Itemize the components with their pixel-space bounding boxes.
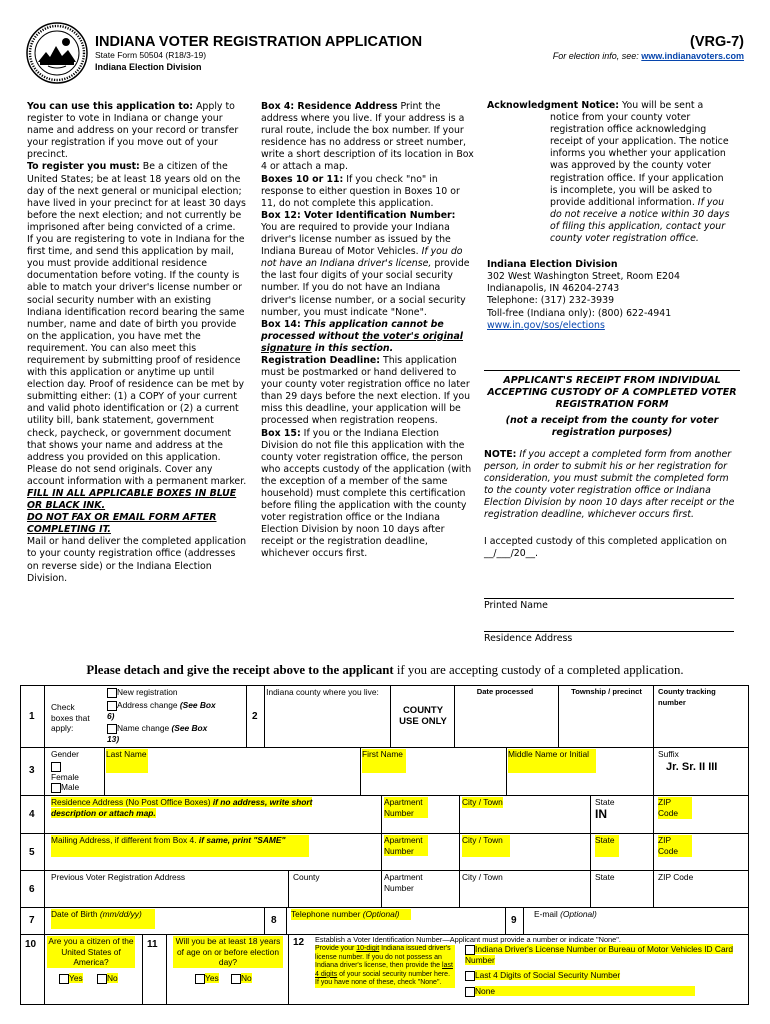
state-seal-logo [26,22,88,84]
election-info-prefix: For election info, see: [552,51,639,61]
first-name-field[interactable] [361,748,507,796]
apt-label-6: Apartment Number [384,872,423,893]
box-9-number-cell [506,908,524,935]
receipt-title: APPLICANT'S RECEIPT FROM INDIVIDUAL ACCEPTING CUSTODY OF A COMPLETED VOTER REGISTRATION FORM [487,375,737,410]
gender-label: Gender [51,749,79,759]
ied-tollfree: Toll-free (Indiana only): (800) 622-4941 [487,307,672,319]
male-checkbox[interactable] [51,783,61,793]
box4-text: Print the address where you live. If your address is a rural route, include the box number. If your residence has no address or street number, write a short description of its location in Box 4 or attach a map. [261,101,474,173]
vid-text-3: of your social security number here. If you have none of these, check "None". [315,970,451,987]
deadline-text: This application must be postmarked or hand delivered to your county voter registration office no later than 29 days before the next election. If you miss this deadline, your application will be processed when registration reopens. [261,354,471,427]
box15-text: If you or the Indiana Election Division do not file this application with the county voter registration office, the person who accepts custody of the application (with the exception of a member of the same household) must complete this certification before filing the application with the county voter registration office or the Indiana Election Division by noon 10 days after receipt or the registration deadline, whichever occurs first. [261,427,472,560]
county-tracking-label: County tracking number [658,687,716,707]
address-change-label: Address change [117,700,178,710]
box-5-number-cell [21,834,45,871]
previous-county-label: County [293,872,320,882]
ssn-option[interactable] [465,970,750,981]
box-10-number-cell [21,935,45,1004]
male-label: Male [61,782,80,792]
box-3-number: 3 [29,765,35,776]
fill-ink-notice: FILL IN ALL APPLICABLE BOXES IN BLUE OR BLACK INK. [27,488,237,512]
zip-label-6: ZIP Code [658,872,694,882]
none-checkbox[interactable] [465,987,475,997]
box14-heading: Box 14: [261,318,301,330]
box-1-check-cell [45,686,247,748]
new-registration-checkbox[interactable] [107,688,117,698]
email-text: E-mail [534,909,558,919]
age-question: Will you be at least 18 years of age on or before election day? [173,936,283,968]
zip-field-6[interactable] [654,871,748,908]
none-option[interactable] [465,986,750,997]
box15-heading: Box 15: [261,427,301,439]
citizen-no-label: No [107,973,118,983]
age-yes-option[interactable] [195,973,219,984]
middle-name-field[interactable] [507,748,654,796]
vid-text-2: Indiana issued driver's license number. If you do not possess an Indiana driver's license, then provide the [315,945,451,970]
gender-cell [45,748,105,796]
box-7-number-cell [21,908,45,935]
new-registration-label: New registration [117,687,178,697]
dl-option[interactable] [465,944,750,965]
instructions-column-1 [27,101,247,585]
city-label-6: City / Town [462,872,503,882]
vid-ten-digit: 10-digit [356,945,380,952]
ied-telephone: Telephone: (317) 232-3939 [487,295,615,307]
box12-text2: provide the last four digits of your social security number. If you do not have an Indiana driver's license number, or a social security number, you must indicate "None". [261,258,470,318]
name-change-checkbox[interactable] [107,724,117,734]
registration-form [20,685,749,1005]
instructions-column-2 [261,101,474,561]
county-field[interactable] [265,686,391,748]
mailing-address-italic: if same, print "SAME" [196,835,286,845]
box-12-number: 12 [293,937,305,948]
vid-last-4: last 4 digits [315,962,453,978]
receipt-note [484,449,740,522]
receipt-note-text: If you accept a completed form from another person, in order to submit his or her registration for consideration, you must submit the completed form to the county voter registration office or Indiana Election Division by noon 10 days after receipt or the registration deadline, whichever occurs first. [484,449,735,521]
apt-label-4: Apartment Number [384,797,428,818]
box14-signature: the voter's original signature [261,330,464,354]
dob-field[interactable] [45,908,265,935]
must-heading: To register you must: [27,161,140,173]
box-4-number: 4 [29,809,35,820]
box-8-number-cell [265,908,287,935]
state-field-6[interactable] [591,871,654,908]
city-field-5[interactable] [460,834,591,871]
first-time-text: If you are registering to vote in Indiana for the first time, and send this application by mail, you must provide additional residence documentation before voting. If the county is able to match your driver's license number or social security number with an existing Indiana identification record bearing the same number, name and date of birth you provide on the application, you have met the requirement. You can also meet this requirement by submitting proof of residence with this application or anytime up until election day. Proof of residence can be met by submitting either: (1) a COPY of your current and valid photo identification or (2) a current utility bill, bank statement, government check, paycheck, or government document that shows your name and address at the address you provided on this application. Please do not send originals. Cover any account information with a permanent marker. [27,234,247,487]
detach-instruction [20,663,750,678]
state-label-6: State [595,872,615,882]
box4-heading: Box 4: Residence Address [261,101,398,112]
suffix-field[interactable] [654,748,748,796]
residence-address-field[interactable]: Residence Address [484,631,734,644]
telephone-field[interactable] [287,908,506,935]
address-change-option[interactable] [107,700,217,721]
box-6-number: 6 [29,884,35,895]
box-11-number-cell [143,935,167,1004]
city-label-5: City / Town [462,835,510,857]
last-name-field[interactable] [105,748,361,796]
female-label: Female [51,771,79,782]
box-6-number-cell [21,871,45,908]
form-title: INDIANA VOTER REGISTRATION APPLICATION [95,34,423,50]
name-change-option[interactable] [107,723,217,744]
email-label [534,909,597,920]
citizen-question-cell [45,935,143,1004]
address-change-checkbox[interactable] [107,701,117,711]
suffix-label: Suffix [658,749,679,759]
name-change-label: Name change [117,723,170,733]
male-option[interactable] [51,782,79,793]
box-2-number: 2 [252,711,258,722]
dob-label [51,909,155,929]
citizen-question: Are you a citizen of the United States of America? [48,936,134,967]
state-field-5[interactable] [591,834,654,871]
citizen-no-checkbox[interactable] [97,974,107,984]
detach-rest: if you are accepting custody of a completed application. [393,663,684,677]
zip-label-5: ZIP Code [658,835,692,857]
age-question-cell [167,935,289,1004]
box-10-number: 10 [25,939,37,950]
apt-field-4[interactable] [382,796,460,834]
city-field-6[interactable] [460,871,591,908]
receipt-note-heading: NOTE: [484,449,517,460]
box-11-number: 11 [147,939,158,950]
age-yes-label: Yes [205,973,219,983]
mailing-address-label [51,835,309,857]
zip-label-4: ZIP Code [658,797,692,819]
county-use-only-cell [391,686,455,748]
box-12-number-cell [289,935,315,1004]
division-name: Indiana Election Division [95,62,202,72]
box14-text-a: This application cannot be processed without [261,318,444,342]
check-boxes-label: Check boxes that apply: [51,702,90,733]
citizen-yes-option[interactable] [59,973,83,984]
ack-italic: If you do not receive a notice within 30 days of filing this application, contact your county voter registration office. [550,196,730,245]
county-tracking-cell [654,686,748,748]
box1011-text: If you check "no" in response to either question in Boxes 10 or 11, do not complete this application. [261,173,460,209]
detach-bold: Please detach and give the receipt above to the applicant [86,663,394,677]
box12-text: You are required to provide your Indiana driver's license number as issued by the Indiana Bureau of Motor Vehicles. [261,221,451,258]
ied-website-link[interactable]: www.in.gov/sos/elections [487,319,605,331]
telephone-label [291,909,411,920]
age-no-checkbox[interactable] [231,974,241,984]
state-label-4: State [595,797,615,807]
box-7-number: 7 [29,915,35,926]
dl-checkbox[interactable] [465,945,475,955]
zip-field-5[interactable] [654,834,748,871]
middle-name-label: Middle Name or Initial [508,749,596,773]
township-label: Township / precinct [571,687,642,696]
ied-address-2: Indianapolis, IN 46204-2743 [487,283,620,295]
residence-address-label [51,797,351,818]
mailing-address-input[interactable] [45,834,382,871]
voter-id-instructions [315,945,455,988]
previous-address-field[interactable] [45,871,289,908]
previous-county-field[interactable] [289,871,382,908]
indianavoters-link[interactable]: www.indianavoters.com [641,51,744,61]
custody-date-field[interactable]: I accepted custody of this completed application on __/___/20__. [484,535,727,559]
receipt-subtitle: (not a receipt from the county for voter registration purposes) [505,415,719,438]
email-optional: (Optional) [560,909,597,919]
city-label-4: City / Town [462,797,503,807]
box-8-number: 8 [271,915,277,926]
no-fax-notice: DO NOT FAX OR EMAIL FORM AFTER COMPLETING IT. [27,512,217,536]
vid-text-1: Provide your [315,945,357,952]
none-label: None [475,986,695,996]
use-text: Apply to register to vote in Indiana or change your name and address on your record or transfer your registration if you move out of your precinct. [27,101,239,161]
form-code: (VRG-7) [690,34,744,50]
ack-text: You will be sent a notice from your county voter registration office acknowledging receipt of your application. The notice informs you whether your application was approved by the county voter registration office. If your application is incomplete, you will be asked to provide additional information. [550,100,729,208]
address-change-see: (See Box 6) [107,700,216,721]
ssn-checkbox[interactable] [465,971,475,981]
new-registration-option[interactable] [107,687,178,698]
suffix-options: Jr. Sr. II III [666,761,718,773]
ack-heading: Acknowledgment Notice: [487,100,620,111]
dob-format: (mm/dd/yy) [99,909,142,919]
state-label-5: State [595,835,619,857]
name-change-see: (See Box 13) [107,723,208,744]
citizen-yes-checkbox[interactable] [59,974,69,984]
citizen-no-option[interactable] [97,973,118,984]
state-field-4[interactable] [591,796,654,834]
box-4-number-cell [21,796,45,834]
dob-text: Date of Birth [51,909,98,919]
city-field-4[interactable] [460,796,591,834]
election-info [553,51,744,61]
use-heading: You can use this application to: [27,101,194,112]
telephone-text: Telephone number [291,909,361,919]
dl-label: Indiana Driver's License Number or Bureau of Motor Vehicles ID Card Number [465,944,734,965]
box-1-number: 1 [29,711,35,722]
previous-address-label: Previous Voter Registration Address [51,872,186,882]
email-field[interactable] [524,908,748,935]
box-9-number: 9 [511,915,517,926]
ssn-label: Last 4 Digits of Social Security Number [475,970,621,980]
date-processed-label: Date processed [476,687,534,696]
box12-italic: If you do not have an Indiana driver's license, [261,246,463,270]
must-text: Be a citizen of the United States; be at least 18 years old on the day of the next general or municipal election; have lived in your precinct for at least 30 days before the next election; and not currently be imprisoned after being convicted of a crime. [27,161,246,233]
voter-id-cell [315,935,748,1004]
telephone-optional: (Optional) [362,909,400,919]
last-name-label: Last Name [106,749,148,773]
age-no-option[interactable] [231,973,252,984]
form-number: State Form 50504 (R18/3-19) [95,50,207,60]
township-cell [559,686,654,748]
apt-label-5: Apartment Number [384,835,428,856]
apt-field-5[interactable] [382,834,460,871]
box-1-number-cell [21,686,45,748]
voter-id-heading: Establish a Voter Identification Number—Applicant must provide a number or indicate "None". [315,935,621,944]
box-5-number: 5 [29,847,35,858]
instructions-column-3 [487,100,732,332]
county-use-only: COUNTY USE ONLY [399,705,447,727]
deadline-heading: Registration Deadline: [261,354,380,366]
first-name-label: First Name [362,749,406,773]
citizen-yes-label: Yes [69,973,83,983]
age-no-label: No [241,973,252,983]
county-label: Indiana county where you live: [266,687,379,697]
box14-text-b: in this section. [311,342,394,354]
ied-address-1: 302 West Washington Street, Room E204 [487,271,680,283]
state-value-4: IN [595,807,607,821]
ied-heading: Indiana Election Division [487,259,618,271]
mailing-address-text: Mailing Address, if different from Box 4. [51,835,197,845]
residence-address-italic: if no address, write short description or attach map. [51,797,313,818]
female-option[interactable] [51,761,79,782]
applicant-receipt [484,370,740,663]
box1011-heading: Boxes 10 or 11: [261,173,344,185]
printed-name-field[interactable]: Printed Name [484,598,734,611]
date-processed-cell [455,686,559,748]
residence-address-input[interactable] [45,796,382,834]
box12-heading: Box 12: Voter Identification Number: [261,209,456,221]
box-3-number-cell [21,748,45,796]
zip-field-4[interactable] [654,796,748,834]
apt-field-6[interactable] [382,871,460,908]
mail-instructions: Mail or hand deliver the completed application to your county registration office (addresses on reverse side) or the Indiana Election Division. [27,536,247,584]
female-checkbox[interactable] [51,762,61,772]
age-yes-checkbox[interactable] [195,974,205,984]
residence-address-text: Residence Address (No Post Office Boxes) [51,797,211,807]
